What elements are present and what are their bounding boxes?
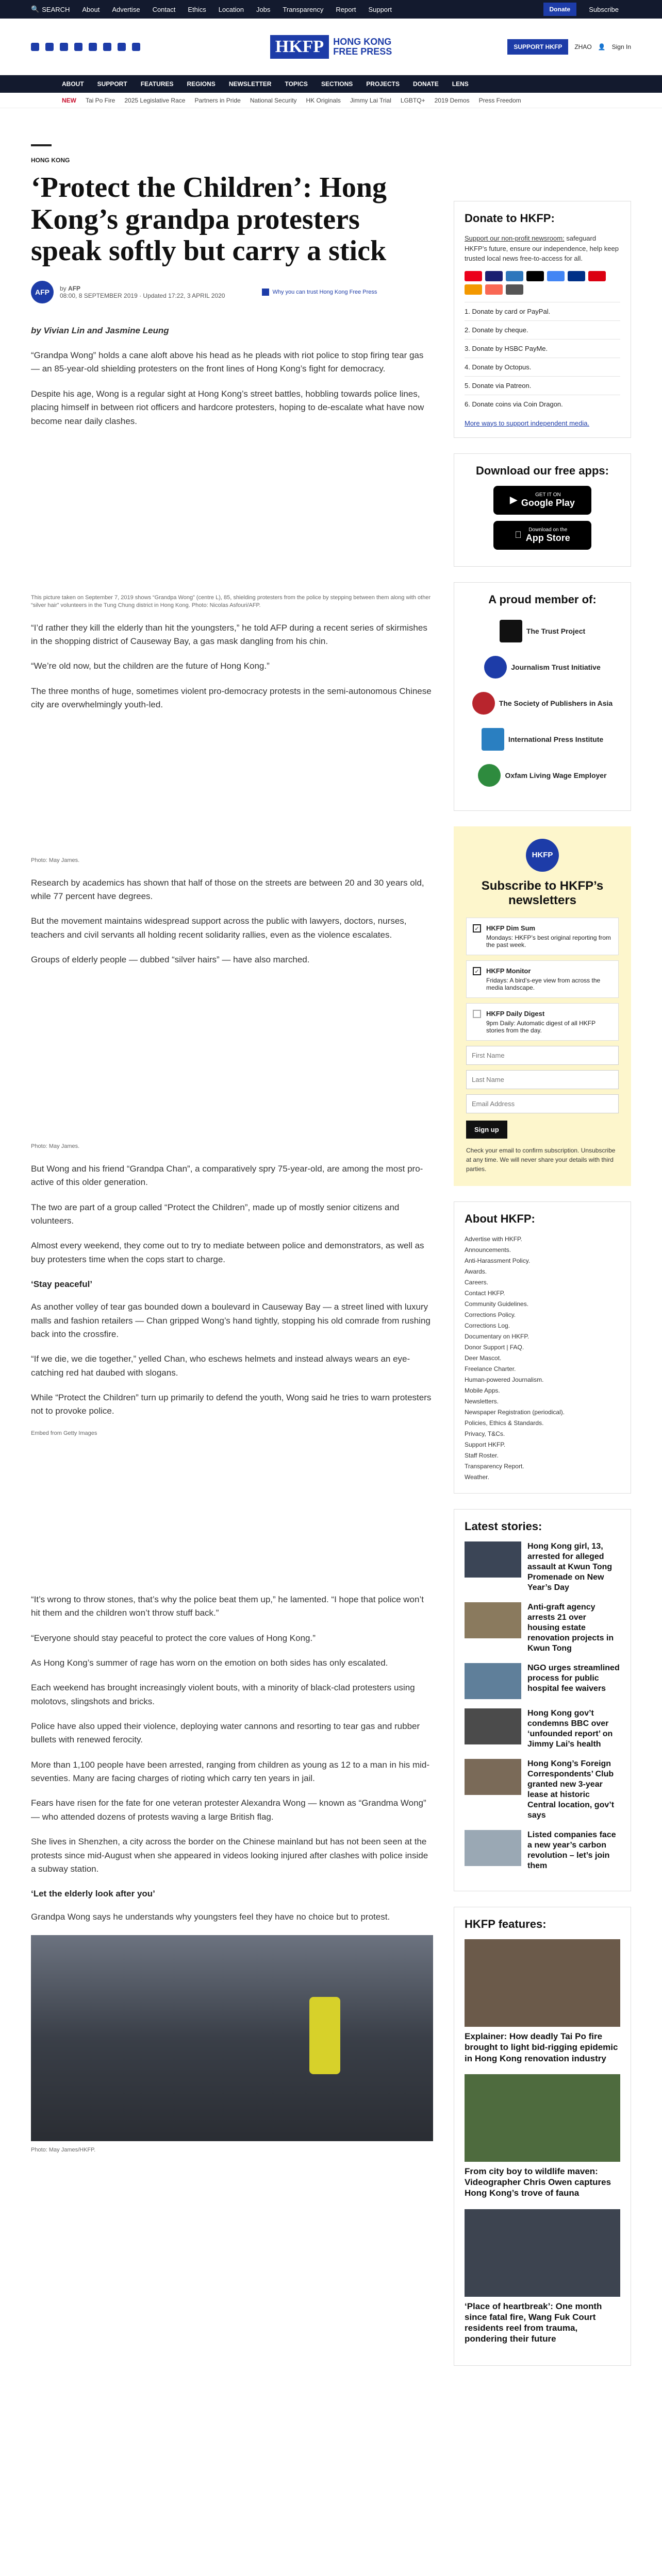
newsletter-logo: HKFP <box>526 839 559 872</box>
photo-figure <box>309 1997 340 2074</box>
about-link[interactable]: Awards. <box>465 1268 487 1276</box>
trust-link[interactable]: Why you can trust Hong Kong Free Press <box>262 289 377 296</box>
trending-item[interactable]: Jimmy Lai Trial <box>350 96 391 104</box>
trust-icon <box>262 289 269 296</box>
member-logo[interactable]: International Press Institute <box>465 728 620 751</box>
patreon-icon <box>485 284 503 295</box>
rss-icon[interactable] <box>132 43 140 51</box>
about-link[interactable]: Advertise with HKFP. <box>465 1235 522 1243</box>
nav-features[interactable]: FEATURES <box>140 80 174 88</box>
features-title: HKFP features: <box>465 1918 547 1931</box>
about-link[interactable]: Staff Roster. <box>465 1452 499 1460</box>
google-pay-icon <box>547 271 565 281</box>
paragraph: Despite his age, Wong is a regular sight at Hong Kong’s street battles, hobbling towards police lines, placing himself in between riot officers and hardcore protesters, hoping to de-escalate what have now become near daily clashes. <box>31 388 424 426</box>
author-link[interactable]: AFP <box>68 284 81 292</box>
story-thumbnail[interactable] <box>465 1602 521 1638</box>
nav-lens[interactable]: LENS <box>452 80 469 88</box>
nav-support[interactable]: SUPPORT <box>97 80 127 88</box>
email-icon[interactable] <box>118 43 126 51</box>
newsletter-option-monitor[interactable]: ✓ HKFP Monitor Fridays: A bird’s-eye view from across the media landscape. <box>466 960 619 998</box>
feature-image[interactable] <box>465 2209 620 2297</box>
apple-pay-icon <box>526 271 544 281</box>
twitter-icon[interactable] <box>45 43 54 51</box>
article-title: ‘Protect the Children’: Hong Kong’s grandpa protesters speak softly but carry a stick <box>31 172 387 267</box>
embed-caption: Embed from Getty Images <box>31 1430 97 1436</box>
article-column <box>31 108 454 2381</box>
topbar-subscribe[interactable]: Subscribe <box>589 5 619 13</box>
jti-icon <box>484 656 507 679</box>
paragraph: As another volley of tear gas bounded down a boulevard in Causeway Bay — a street lined with luxury malls and fashion retailers — Chan gripped Wong’s hand tightly, stopping his old comrade from rushing back into the crossfire. <box>31 1302 431 1339</box>
paragraph: The two are part of a group called “Protect the Children”, made up of mostly senior citizens and volunteers. <box>31 1202 400 1226</box>
about-link[interactable]: Announcements. <box>465 1246 511 1254</box>
latest-story[interactable]: Listed companies face a new year’s carbon revolution – let’s join them <box>465 1830 620 1871</box>
members-title: A proud member of: <box>488 592 597 606</box>
trending-item[interactable]: Tai Po Fire <box>86 96 115 104</box>
avatar[interactable]: AFP <box>31 281 54 303</box>
facebook-icon[interactable] <box>31 43 39 51</box>
paragraph: Fears have risen for the fate for one veteran protester Alexandra Wong — known as “Grandma Wong” — who attended dozens of protests waving a large British flag. <box>31 1798 426 1822</box>
apps-box <box>454 453 631 567</box>
paragraph: “If we die, we die together,” yelled Chan, who eschews helmets and instead always wears an eye-catching red hat daubed with slogans. <box>31 1354 410 1378</box>
nav-projects[interactable]: PROJECTS <box>366 80 400 88</box>
support-hkfp-button[interactable]: SUPPORT HKFP <box>507 39 568 55</box>
story-thumbnail[interactable] <box>465 1541 521 1578</box>
member-logo[interactable]: The Society of Publishers in Asia <box>465 692 620 715</box>
about-link[interactable]: Deer Mascot. <box>465 1354 502 1362</box>
signup-button[interactable]: Sign up <box>466 1121 507 1139</box>
about-link[interactable]: Community Guidelines. <box>465 1300 529 1308</box>
about-link[interactable]: Policies, Ethics & Standards. <box>465 1419 544 1427</box>
story-thumbnail[interactable] <box>465 1663 521 1699</box>
category-label[interactable]: HONG KONG <box>31 144 52 164</box>
newsletter-title: Subscribe to HKFP’s newsletters <box>481 878 604 908</box>
image-caption: Photo: May James. <box>31 857 80 864</box>
trending-item[interactable]: National Security <box>250 96 297 104</box>
about-link[interactable]: Mobile Apps. <box>465 1387 500 1395</box>
trust-project-icon <box>500 620 522 642</box>
topbar-donate-button[interactable]: Donate <box>543 3 577 16</box>
trending-item[interactable]: HK Originals <box>306 96 341 104</box>
octopus-icon <box>465 284 482 295</box>
newsletter-box <box>454 826 631 1187</box>
logo-line-1: HONG KONG <box>333 36 392 47</box>
top-utility-bar <box>0 0 662 19</box>
first-name-input[interactable] <box>466 1046 619 1065</box>
sidebar <box>454 108 631 2381</box>
latest-story[interactable]: Anti-graft agency arrests 21 over housing estate renovation projects in Kwun Tong <box>465 1602 620 1654</box>
latest-title: Latest stories: <box>465 1520 542 1533</box>
telegram-icon[interactable] <box>89 43 97 51</box>
image-caption: Photo: May James. <box>31 1143 80 1150</box>
article-body <box>31 324 433 2155</box>
social-icons <box>31 43 227 51</box>
newsletter-note: Check your email to confirm subscription. Unsubscribe at any time. We will never share your details with third parties. <box>466 1147 616 1173</box>
youtube-icon[interactable] <box>103 43 111 51</box>
nav-sections[interactable]: SECTIONS <box>321 80 353 88</box>
checkbox-checked[interactable]: ✓ <box>473 924 481 933</box>
amex-icon <box>506 271 523 281</box>
apps-title: Download our free apps: <box>476 464 609 477</box>
paragraph: But Wong and his friend “Grandpa Chan”, a comparatively spry 75-year-old, are among the most pro-active of this older generation. <box>31 1163 423 1188</box>
paragraph: While “Protect the Children” turn up primarily to defend the youth, Wong said he tries to warn protesters not to provoke police. <box>31 1392 432 1416</box>
last-name-input[interactable] <box>466 1070 619 1089</box>
feature-story[interactable]: ‘Place of heartbreak’: One month since fatal fire, Wang Fuk Court residents reel from trauma, pondering their future <box>465 2209 620 2345</box>
embedded-media-placeholder <box>31 1449 433 1593</box>
mastercard-icon <box>465 271 482 281</box>
image-caption: This picture taken on September 7, 2019 shows “Grandpa Wong” (centre L), 85, shielding protesters from the police by stepping between them along with other “silver hair” volunteers in the Tung Chung district in Hong Kong. Photo: Nicolas Asfouri/AFP. <box>31 594 431 609</box>
latest-story[interactable]: Hong Kong girl, 13, arrested for alleged assault at Kwun Tong Promenade on New Year’s Day <box>465 1541 620 1593</box>
paragraph: Groups of elderly people — dubbed “silver hairs” — have also marched. <box>31 955 310 965</box>
paragraph: As Hong Kong’s summer of rage has worn on the emotion on both sides has only escalated. <box>31 1658 388 1668</box>
paragraph: “We’re old now, but the children are the future of Hong Kong.” <box>31 661 270 671</box>
trending-item[interactable]: LGBTQ+ <box>400 96 425 104</box>
sign-in-link[interactable]: Sign In <box>611 43 631 50</box>
paragraph: “I’d rather they kill the elderly than hit the youngsters,” he told AFP during a recent series of skirmishes in the shopping district of Causeway Bay, a gas mask dangling from his chin. <box>31 622 427 646</box>
paragraph: Almost every weekend, they come out to try to mediate between police and demonstrators, as well as buy protesters time when the cops start to charge. <box>31 1241 424 1264</box>
nav-about[interactable]: ABOUT <box>62 80 84 88</box>
trending-bar <box>0 93 662 108</box>
donate-box <box>454 201 631 438</box>
about-link[interactable]: Newspaper Registration (periodical). <box>465 1409 565 1416</box>
page-body <box>0 108 662 2381</box>
site-header <box>0 19 662 75</box>
user-icon[interactable]: 👤 <box>598 43 606 50</box>
member-logo[interactable]: Journalism Trust Initiative <box>465 656 620 679</box>
by-label: by <box>60 284 67 292</box>
feature-story[interactable]: Explainer: How deadly Tai Po fire brought to light bid-rigging epidemic in Hong Kong renovation industry <box>465 1939 620 2064</box>
paragraph: “Everyone should stay peaceful to protect the core values of Hong Kong.” <box>31 1633 316 1643</box>
payment-methods <box>465 271 620 295</box>
about-link[interactable]: Corrections Log. <box>465 1322 510 1330</box>
cheque-icon <box>506 284 523 295</box>
latest-story[interactable]: Hong Kong’s Foreign Correspondents’ Club granted new 3-year lease at historic Central location, gov’t says <box>465 1759 620 1821</box>
topbar-ethics[interactable]: Ethics <box>188 5 206 13</box>
member-logo[interactable]: The Trust Project <box>465 620 620 642</box>
latest-story[interactable]: NGO urges streamlined process for public hospital fee waivers <box>465 1663 620 1699</box>
nav-regions[interactable]: REGIONS <box>187 80 216 88</box>
paypal-icon <box>568 271 585 281</box>
about-link[interactable]: Anti-Harassment Policy. <box>465 1257 531 1265</box>
logo-wordmark <box>333 37 392 57</box>
embedded-media-placeholder <box>31 978 433 1143</box>
header-actions <box>435 39 631 55</box>
paragraph: But the movement maintains widespread support across the public with lawyers, doctors, nurses, teachers and civil servants all holding recent solidarity rallies, even as the violence escalates. <box>31 916 407 940</box>
new-badge: NEW <box>62 96 76 104</box>
paragraph: The three months of huge, sometimes violent pro-democracy protests in the semi-autonomous Chinese city are overwhelmingly youth-led. <box>31 686 432 709</box>
paragraph: Police have also upped their violence, deploying water cannons and resorting to tear gas and rubber bullets with renewed ferocity. <box>31 1721 420 1745</box>
newsletter-option-digest[interactable]: HKFP Daily Digest 9pm Daily: Automatic digest of all HKFP stories from the day. <box>466 1003 619 1041</box>
checkbox-unchecked[interactable] <box>473 1010 481 1018</box>
donate-option[interactable]: 3. Donate by HSBC PayMe. <box>465 339 620 358</box>
section-heading: ‘Let the elderly look after you’ <box>31 1889 155 1899</box>
topbar-about[interactable]: About <box>82 5 100 13</box>
threads-icon[interactable] <box>74 43 82 51</box>
topbar-advertise[interactable]: Advertise <box>112 5 140 13</box>
author-names: by Vivian Lin and Jasmine Leung <box>31 325 169 335</box>
feature-image[interactable] <box>465 2074 620 2162</box>
about-list <box>465 1234 620 1483</box>
topbar-transparency[interactable]: Transparency <box>283 5 324 13</box>
signup-row <box>466 1118 619 1146</box>
hsbc-icon <box>588 271 606 281</box>
image-caption: Photo: May James/HKFP. <box>31 2146 96 2153</box>
paragraph: “It’s wrong to throw stones, that’s why the police beat them up,” he lamented. “I hope that police won’t hit them and the children won’t throw stuff back.” <box>31 1595 424 1618</box>
main-nav <box>0 75 662 93</box>
about-link[interactable]: Privacy, T&Cs. <box>465 1430 505 1438</box>
visa-icon <box>485 271 503 281</box>
features-box <box>454 1907 631 2366</box>
play-icon: ▶ <box>510 495 517 505</box>
about-link[interactable]: Documentary on HKFP. <box>465 1333 529 1341</box>
nav-donate[interactable]: DONATE <box>412 80 439 88</box>
donate-option[interactable]: 2. Donate by cheque. <box>465 320 620 339</box>
about-link[interactable]: Corrections Policy. <box>465 1311 516 1319</box>
story-thumbnail[interactable] <box>465 1759 521 1795</box>
about-link[interactable]: Careers. <box>465 1279 489 1286</box>
newsletter-option-dimsum[interactable]: ✓ HKFP Dim Sum Mondays: HKFP’s best original reporting from the past week. <box>466 918 619 955</box>
logo-mark: HKFP <box>270 35 329 59</box>
trending-item[interactable]: 2025 Legislative Race <box>124 96 186 104</box>
donate-option[interactable]: 5. Donate via Patreon. <box>465 376 620 395</box>
google-play-button[interactable]: ▶ GET IT ON Google Play <box>493 486 591 515</box>
ipi-icon <box>482 728 504 751</box>
email-input[interactable] <box>466 1094 619 1113</box>
member-logo[interactable]: Oxfam Living Wage Employer <box>465 764 620 787</box>
about-link[interactable]: Support HKFP. <box>465 1441 506 1449</box>
paragraph: Grandpa Wong says he understands why youngsters feel they have no choice but to protest. <box>31 1911 390 1922</box>
paragraph: “Grandpa Wong” holds a cane aloft above his head as he pleads with riot police to stop firing tear gas — an 85-year-old shielding protesters on the front lines of Hong Kong’s fight for democracy. <box>31 350 424 374</box>
story-thumbnail[interactable] <box>465 1708 521 1744</box>
trending-item[interactable]: Press Freedom <box>478 96 521 104</box>
donate-title: Donate to HKFP: <box>465 212 555 225</box>
site-logo[interactable] <box>270 35 392 59</box>
trending-item[interactable]: Partners in Pride <box>194 96 241 104</box>
trending-item[interactable]: 2019 Demos <box>434 96 470 104</box>
apple-icon <box>515 530 522 540</box>
topbar-jobs[interactable]: Jobs <box>256 5 271 13</box>
language-switch[interactable]: ZHAO <box>574 43 592 50</box>
donate-text: Support our non-profit newsroom: safeguard HKFP’s future, ensure our independence, help keep trusted local news free-to-access for all. <box>465 234 619 262</box>
article-dates: 08:00, 8 SEPTEMBER 2019 · Updated 17:22, 3 APRIL 2020 <box>60 292 225 299</box>
about-link[interactable]: Freelance Charter. <box>465 1365 516 1373</box>
donate-option[interactable]: 1. Donate by card or PayPal. <box>465 302 620 320</box>
latest-box <box>454 1509 631 1891</box>
topbar-location[interactable]: Location <box>218 5 244 13</box>
paragraph: She lives in Shenzhen, a city across the border on the Chinese mainland but has not been seen at the protests since mid-August when she appeared in videos looking injured after clashes with police inside a subway station. <box>31 1837 428 1874</box>
byline <box>31 281 433 303</box>
oxfam-icon <box>478 764 501 787</box>
about-link[interactable]: Transparency Report. <box>465 1463 524 1470</box>
donate-option[interactable]: 4. Donate by Octopus. <box>465 358 620 376</box>
topbar-support[interactable]: Support <box>368 5 392 13</box>
about-title: About HKFP: <box>465 1212 535 1226</box>
story-thumbnail[interactable] <box>465 1830 521 1866</box>
latest-story[interactable]: Hong Kong gov’t condemns BBC over ‘unfounded report’ on Jimmy Lai’s health <box>465 1708 620 1750</box>
paragraph: Research by academics has shown that half of those on the streets are between 20 and 30 years old, while 77 percent have degrees. <box>31 877 424 902</box>
paragraph: Each weekend has brought increasingly violent bouts, with a minority of black-clad protesters using molotovs, slingshots and bricks. <box>31 1683 415 1706</box>
donate-link[interactable]: Support our non-profit newsroom: <box>465 234 565 242</box>
more-ways-link[interactable]: More ways to support independent media. <box>465 419 590 427</box>
about-link[interactable]: Human-powered Journalism. <box>465 1376 544 1384</box>
paragraph: More than 1,100 people have been arrested, ranging from children as young as 12 to a man in his mid-seventies. Many are facing charges of rioting which carry ten years in jail. <box>31 1759 430 1784</box>
members-box <box>454 582 631 811</box>
nav-newsletter[interactable]: NEWSLETTER <box>228 80 272 88</box>
sopa-icon <box>472 692 495 715</box>
about-box <box>454 1201 631 1494</box>
topbar-contact[interactable]: Contact <box>152 5 176 13</box>
about-link[interactable]: Weather. <box>465 1473 489 1481</box>
embedded-media-placeholder <box>31 723 433 857</box>
instagram-icon[interactable] <box>60 43 68 51</box>
about-link[interactable]: Contact HKFP. <box>465 1290 505 1297</box>
search-link[interactable]: 🔍 SEARCH <box>31 5 70 13</box>
app-store-button[interactable]: Download on the App Store <box>493 521 591 550</box>
embedded-media-placeholder <box>31 439 433 594</box>
donate-option[interactable]: 6. Donate coins via Coin Dragon. <box>465 395 620 413</box>
topbar-report[interactable]: Report <box>336 5 356 13</box>
nav-topics[interactable]: TOPICS <box>285 80 308 88</box>
checkbox-checked[interactable]: ✓ <box>473 967 481 975</box>
about-link[interactable]: Newsletters. <box>465 1398 499 1405</box>
feature-image[interactable] <box>465 1939 620 2027</box>
protest-photo <box>31 1935 433 2141</box>
about-link[interactable]: Donor Support | FAQ. <box>465 1344 524 1351</box>
feature-story[interactable]: From city boy to wildlife maven: Videographer Chris Owen captures Hong Kong’s trove of fauna <box>465 2074 620 2199</box>
section-heading: ‘Stay peaceful’ <box>31 1279 93 1289</box>
byline-text <box>60 285 225 299</box>
logo-line-2: FREE PRESS <box>333 46 392 57</box>
